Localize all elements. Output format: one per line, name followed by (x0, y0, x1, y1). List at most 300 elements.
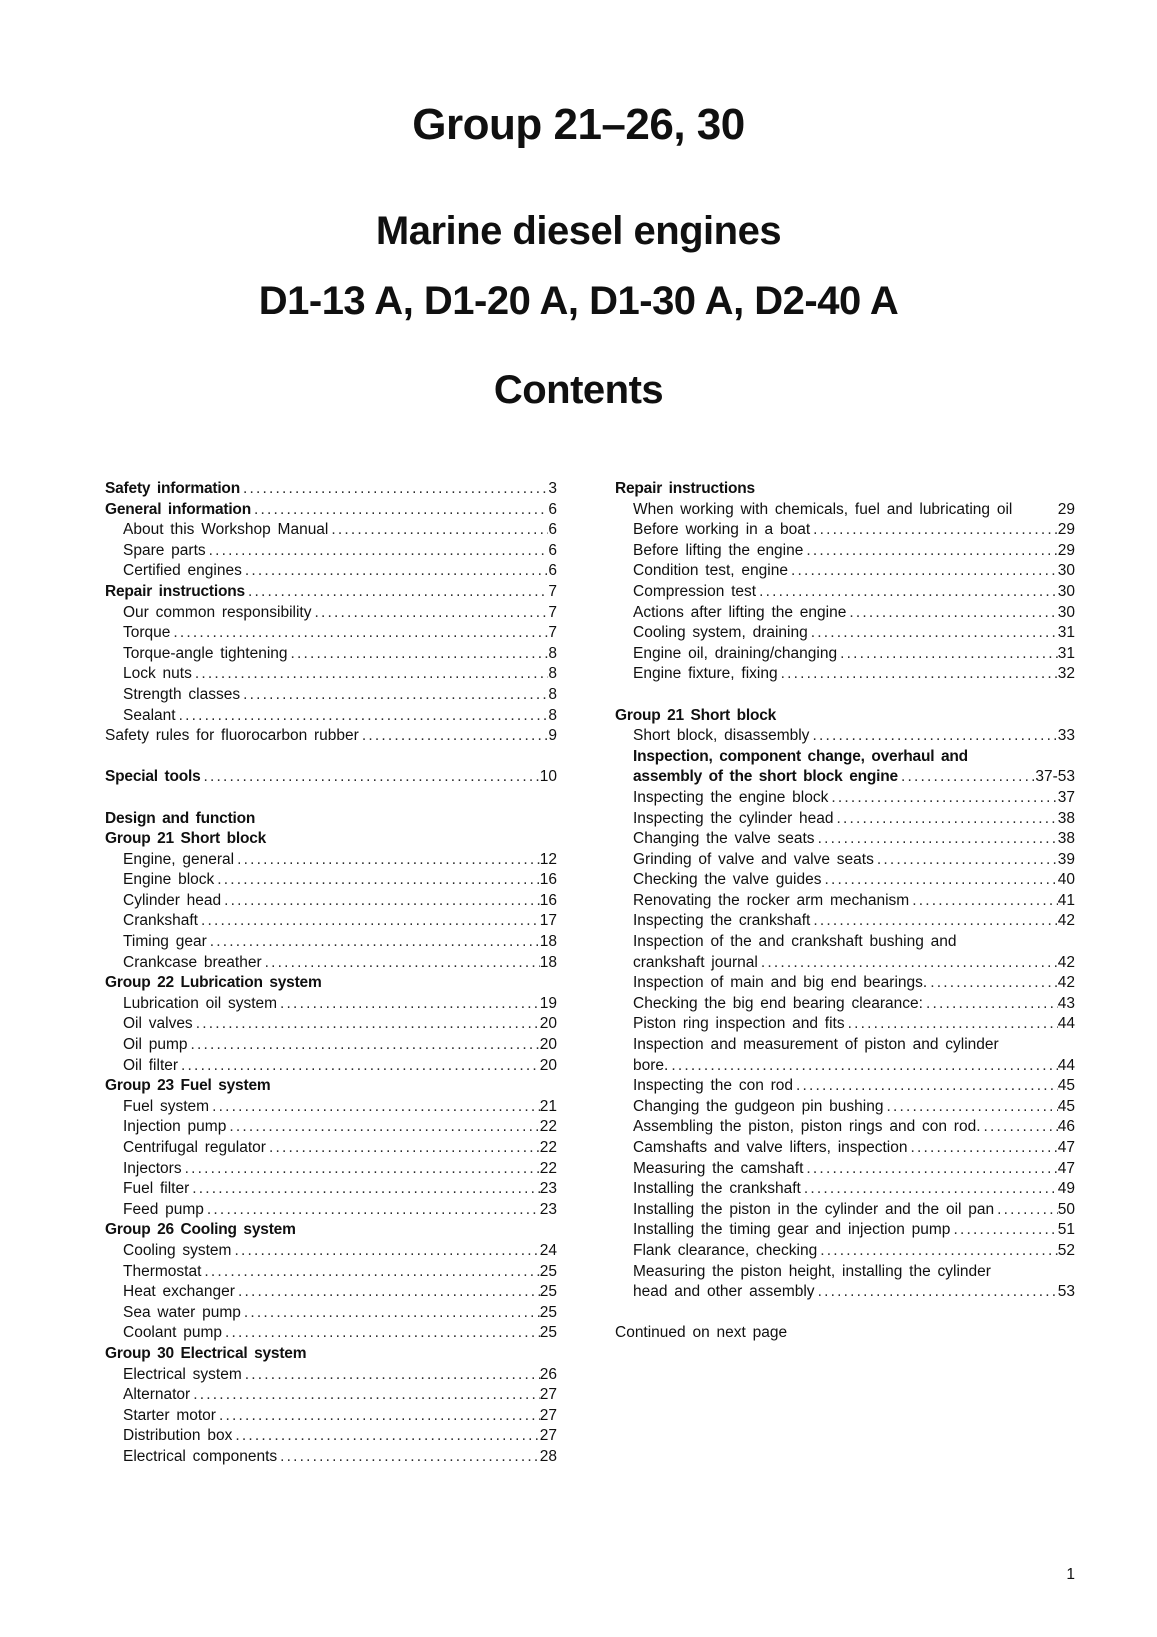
toc-entry-label: Sea water pump (123, 1303, 241, 1321)
toc-entry-label: Compression test (633, 582, 757, 600)
toc-section-heading (105, 829, 557, 850)
toc-entry-page: 28 (539, 1447, 557, 1465)
toc-entry-label: Changing the gudgeon pin bushing (633, 1097, 884, 1115)
toc-entry (615, 1117, 1075, 1138)
toc-entry-label: Measuring the camshaft (633, 1159, 804, 1177)
toc-entry-page: 8 (548, 706, 557, 724)
dot-leader (788, 561, 1058, 582)
toc-entry (615, 953, 1075, 974)
toc-entry (615, 500, 1075, 521)
toc-entry-page: 39 (1057, 850, 1075, 868)
toc-entry-page: 8 (548, 685, 557, 703)
toc-entry-page: 20 (539, 1036, 557, 1054)
toc-entry-label: Group 30 Electrical system (105, 1344, 307, 1362)
toc-entry-label: Assembling the piston, piston rings and con rod. (633, 1118, 981, 1136)
toc-entry-page: 25 (539, 1324, 557, 1342)
toc-entry-label: Grinding of valve and valve seats (633, 850, 874, 868)
toc-entry (105, 561, 557, 582)
toc-entry-page: 7 (548, 624, 557, 642)
toc-entry-page: 6 (548, 521, 557, 539)
toc-entry-page: 6 (548, 562, 557, 580)
toc-entry-label: Renovating the rocker arm mechanism (633, 891, 910, 909)
toc-entry-label: Repair instructions (105, 582, 245, 600)
dot-leader (221, 891, 540, 912)
dot-leader (803, 1159, 1057, 1180)
toc-entry-page: 23 (539, 1200, 557, 1218)
toc-section-heading (105, 1344, 557, 1365)
toc-entry (105, 1323, 557, 1344)
toc-entry-page: 22 (539, 1139, 557, 1156)
toc-entry (615, 1056, 1075, 1077)
toc-spacer (615, 685, 1075, 706)
toc-entry-page: 10 (539, 768, 557, 786)
toc-entry (105, 1365, 557, 1386)
toc-entry (615, 1323, 1075, 1344)
toc-spacer (105, 788, 557, 809)
toc-entry-page: 27 (539, 1386, 557, 1404)
toc-section-heading (105, 1076, 557, 1097)
dot-leader (898, 767, 1035, 788)
toc-entry-label: Changing the valve seats (633, 830, 815, 848)
toc-entry-page: 49 (1057, 1180, 1075, 1198)
toc-entry-page: 29 (1057, 541, 1075, 559)
dot-leader (251, 500, 548, 521)
toc-entry (615, 1241, 1075, 1262)
toc-entry-label: Our common responsibility (123, 603, 312, 621)
dot-leader (240, 479, 548, 500)
page-title: Group 21–26, 30 (412, 100, 745, 149)
toc-entry-page: 29 (1057, 500, 1075, 518)
dot-leader (266, 1138, 540, 1159)
toc-entry-label: Distribution box (123, 1427, 233, 1445)
toc-entry-page: 20 (539, 1015, 557, 1033)
toc-entry (105, 706, 557, 727)
toc-entry-label: Special tools (105, 768, 201, 786)
dot-leader (793, 1076, 1058, 1097)
toc-entry (615, 1097, 1075, 1118)
dot-leader (288, 644, 549, 665)
toc-column-left (105, 479, 557, 1468)
toc-entry (105, 1385, 557, 1406)
toc-section-heading (615, 747, 1075, 768)
toc-entry-page: 26 (539, 1365, 557, 1383)
toc-entry-label: Torque (123, 624, 171, 642)
toc-entry-page: 12 (539, 850, 557, 868)
toc-entry-label: Piston ring inspection and fits (633, 1015, 845, 1033)
toc-entry (615, 1076, 1075, 1097)
dot-leader (668, 1056, 1057, 1077)
toc-entry-label: Certified engines (123, 562, 242, 580)
toc-entry (615, 1014, 1075, 1035)
toc-entry-label: Measuring the piston height, installing the cylinder (633, 1262, 991, 1280)
dot-leader (201, 767, 540, 788)
toc-entry (105, 664, 557, 685)
dot-leader (810, 520, 1058, 541)
toc-entry-label: Electrical components (123, 1447, 278, 1465)
toc-section-heading (105, 809, 557, 830)
toc-entry-page: 9 (548, 727, 557, 745)
toc-entry (105, 1014, 557, 1035)
dot-leader (262, 953, 540, 974)
toc-entry-page: 30 (1057, 562, 1075, 580)
toc-entry-page: 44 (1057, 1015, 1075, 1033)
toc-entry (105, 1200, 557, 1221)
toc-entry-label: Torque-angle tightening (123, 644, 288, 662)
toc-entry (615, 726, 1075, 747)
toc-entry-page: 18 (539, 933, 557, 951)
toc-entry (615, 829, 1075, 850)
dot-leader (189, 1179, 540, 1200)
toc-entry-page: 31 (1057, 644, 1075, 662)
toc-entry-page: 42 (1057, 912, 1075, 930)
toc-entry (105, 500, 557, 521)
toc-entry-label: crankshaft journal (633, 953, 758, 971)
dot-leader (277, 994, 540, 1015)
toc-entry (105, 603, 557, 624)
toc-entry-page: 38 (1057, 809, 1075, 827)
toc-entry-label: Engine oil, draining/changing (633, 644, 838, 662)
toc-entry (615, 788, 1075, 809)
toc-entry-label: Group 26 Cooling system (105, 1221, 296, 1239)
dot-leader (241, 1303, 540, 1324)
dot-leader (193, 1014, 540, 1035)
dot-leader (176, 706, 549, 727)
toc-entry (105, 623, 557, 644)
dot-leader (758, 953, 1058, 974)
toc-entry-page: 42 (1057, 974, 1075, 992)
toc-entry-page: 16 (539, 891, 557, 909)
toc-entry (105, 644, 557, 665)
toc-entry (105, 582, 557, 603)
toc-entry-label: Engine fixture, fixing (633, 665, 778, 683)
toc-entry-label: Camshafts and valve lifters, inspection (633, 1139, 908, 1156)
toc-entry-label: Heat exchanger (123, 1283, 235, 1301)
toc-entry (615, 541, 1075, 562)
dot-leader (207, 932, 540, 953)
toc-entry-label: Checking the valve guides (633, 871, 822, 889)
toc-entry-label: Before lifting the engine (633, 541, 804, 559)
toc-entry (615, 1220, 1075, 1241)
toc-entry-label: Alternator (123, 1386, 191, 1404)
toc-entry (615, 1200, 1075, 1221)
toc-entry (105, 479, 557, 500)
toc-entry-page: 46 (1057, 1118, 1075, 1136)
dot-leader (222, 1323, 540, 1344)
toc-entry (105, 1447, 557, 1468)
toc-entry (615, 520, 1075, 541)
dot-leader (190, 1385, 540, 1406)
toc-section-heading (105, 1220, 557, 1241)
toc-entry (615, 809, 1075, 830)
dot-leader (359, 726, 549, 747)
toc-entry-label: Fuel system (123, 1097, 210, 1115)
toc-entry (615, 994, 1075, 1015)
toc-entry-page: 17 (539, 912, 557, 930)
toc-entry (615, 603, 1075, 624)
toc-entry-page: 23 (539, 1180, 557, 1198)
toc-entry-label: Condition test, engine (633, 562, 788, 580)
dot-leader (170, 623, 548, 644)
dot-leader (328, 520, 548, 541)
dot-leader (801, 1179, 1058, 1200)
toc-entry-label: Installing the piston in the cylinder and the oil pan (633, 1200, 995, 1218)
toc-entry-label: head and other assembly (633, 1283, 815, 1301)
toc-entry (105, 1117, 557, 1138)
toc-entry-label: Feed pump (123, 1200, 204, 1218)
toc-entry-label: Spare parts (123, 541, 206, 559)
toc-entry (105, 726, 557, 747)
toc-entry-page: 53 (1057, 1283, 1075, 1301)
dot-leader (235, 1282, 540, 1303)
dot-leader (245, 582, 548, 603)
dot-leader (311, 603, 548, 624)
dot-leader (231, 1241, 539, 1262)
dot-leader (188, 1035, 540, 1056)
toc-entry-page: 20 (539, 1056, 557, 1074)
dot-leader (874, 850, 1058, 871)
toc-entry (615, 767, 1075, 788)
toc-entry-label: bore. (633, 1056, 669, 1074)
toc-entry (105, 1179, 557, 1200)
toc-entry-page: 29 (1057, 521, 1075, 539)
dot-leader (845, 1014, 1058, 1035)
dot-leader (846, 603, 1057, 624)
toc-entry-page: 8 (548, 665, 557, 683)
toc-entry-label: Electrical system (123, 1365, 242, 1383)
toc-entry-label: Checking the big end bearing clearance: (633, 994, 923, 1012)
toc-entry-label: Starter motor (123, 1406, 216, 1424)
toc-entry-label: General information (105, 500, 251, 518)
toc-entry-label: Inspecting the crankshaft (633, 912, 811, 930)
toc-entry-label: Crankcase breather (123, 953, 262, 971)
dot-leader (837, 644, 1058, 665)
toc-entry-page: 47 (1057, 1159, 1075, 1177)
toc-entry-page: 3 (548, 480, 557, 497)
toc-entry (615, 850, 1075, 871)
toc-entry (615, 870, 1075, 891)
page-number: 1 (1066, 1566, 1075, 1583)
toc-entry-page: 7 (548, 603, 557, 621)
toc-entry-page: 6 (548, 500, 557, 518)
toc-entry (105, 1406, 557, 1427)
subtitle-product: Marine diesel engines (375, 209, 782, 253)
toc-entry (615, 1035, 1075, 1056)
toc-entry-label: Actions after lifting the engine (633, 603, 847, 621)
toc-entry-page: 31 (1057, 624, 1075, 642)
toc-entry-page: 21 (539, 1097, 557, 1115)
toc-entry-page: 33 (1057, 727, 1075, 745)
dot-leader (808, 623, 1058, 644)
dot-leader (214, 870, 539, 891)
dot-leader (994, 1200, 1058, 1221)
dot-leader (277, 1447, 540, 1468)
toc-entry (105, 767, 557, 788)
toc-entry (615, 891, 1075, 912)
toc-entry (615, 644, 1075, 665)
dot-leader (198, 911, 540, 932)
toc-entry-page: 45 (1057, 1097, 1075, 1115)
toc-entry (615, 1179, 1075, 1200)
dot-leader (815, 829, 1058, 850)
toc-entry-label: Oil valves (123, 1015, 193, 1033)
toc-entry (105, 541, 557, 562)
dot-leader (206, 541, 549, 562)
toc-entry-page: 50 (1057, 1200, 1075, 1218)
toc-entry-page: 16 (539, 871, 557, 889)
toc-entry (105, 870, 557, 891)
toc-entry-label: Group 21 Short block (615, 706, 777, 724)
toc-entry-page: 41 (1057, 891, 1075, 909)
toc-entry-label: Inspecting the con rod (633, 1077, 794, 1095)
dot-leader (192, 664, 549, 685)
toc-entry-label: Oil pump (123, 1036, 188, 1054)
toc-section-heading (615, 479, 1075, 500)
dot-leader (810, 911, 1057, 932)
toc-entry-label: Inspection of main and big end bearings. (633, 974, 928, 992)
toc-entry (105, 1241, 557, 1262)
toc-entry (615, 1262, 1075, 1283)
toc-entry (105, 1097, 557, 1118)
toc-entry-label: Installing the crankshaft (633, 1180, 801, 1198)
toc-entry (615, 973, 1075, 994)
dot-leader (834, 809, 1058, 830)
dot-leader (809, 726, 1057, 747)
toc-entry (105, 1159, 557, 1180)
toc-entry-label: Design and function (105, 809, 256, 827)
contents-heading: Contents (493, 368, 664, 412)
toc-entry-page: 30 (1057, 603, 1075, 621)
dot-leader (778, 664, 1058, 685)
toc-entry (105, 850, 557, 871)
toc-entry-label: When working with chemicals, fuel and lubricating oil (633, 500, 1013, 518)
toc-entry-label: Inspecting the cylinder head (633, 809, 834, 827)
toc-entry-page: 42 (1057, 953, 1075, 971)
dot-leader (240, 685, 548, 706)
toc-entry-label: Lock nuts (123, 665, 192, 683)
toc-entry (105, 932, 557, 953)
toc-entry-label: Short block, disassembly (633, 727, 810, 745)
dot-leader (815, 1282, 1058, 1303)
toc-entry-page: 27 (539, 1406, 557, 1424)
toc-entry-page: 18 (539, 953, 557, 971)
toc-entry-page: 27 (539, 1427, 557, 1445)
toc-entry (105, 1035, 557, 1056)
dot-leader (182, 1159, 540, 1180)
toc-entry-label: Coolant pump (123, 1324, 223, 1342)
toc-entry-page: 52 (1057, 1241, 1075, 1259)
toc-entry (105, 891, 557, 912)
toc-entry-page: 25 (539, 1303, 557, 1321)
toc-entry (615, 1282, 1075, 1303)
dot-leader (242, 1365, 540, 1386)
toc-entry-label: Cooling system (123, 1241, 232, 1259)
toc-entry-label: Cylinder head (123, 891, 222, 909)
toc-entry-label: Installing the timing gear and injection pump (633, 1221, 951, 1239)
toc-entry-label: Centrifugal regulator (123, 1139, 266, 1156)
toc-entry-label: Crankshaft (123, 912, 198, 930)
dot-leader (178, 1056, 540, 1077)
toc-entry (105, 1056, 557, 1077)
toc-entry-label: Flank clearance, checking (633, 1241, 818, 1259)
dot-leader (209, 1097, 540, 1118)
toc-entry-label: assembly of the short block engine (633, 768, 898, 786)
toc-entry (615, 623, 1075, 644)
toc-entry-label: Lubrication oil system (123, 994, 278, 1012)
toc-entry-page: 25 (539, 1262, 557, 1280)
dot-leader (909, 891, 1058, 912)
dot-leader (204, 1200, 540, 1221)
dot-leader (803, 541, 1057, 562)
toc-entry-page: 30 (1057, 582, 1075, 600)
dot-leader (883, 1097, 1057, 1118)
toc-entry (615, 911, 1075, 932)
toc-entry-page: 37-53 (1035, 768, 1075, 786)
toc-entry-page: 22 (539, 1159, 557, 1177)
toc-entry-page: 43 (1057, 994, 1075, 1012)
dot-leader (828, 788, 1057, 809)
dot-leader (950, 1220, 1057, 1241)
toc-entry-page: 51 (1057, 1221, 1075, 1239)
toc-entry (105, 685, 557, 706)
toc-entry-label: Injectors (123, 1159, 182, 1177)
toc-entry (105, 1138, 557, 1159)
subtitle-models: D1-13 A, D1-20 A, D1-30 A, D2-40 A (258, 279, 899, 323)
dot-leader (201, 1262, 539, 1283)
toc-entry (615, 932, 1075, 953)
toc-entry-page: 44 (1057, 1056, 1075, 1074)
toc-entry-label: Before working in a boat (633, 521, 811, 539)
toc-entry-label: Inspection of the and crankshaft bushing and (633, 933, 957, 951)
dot-leader (817, 1241, 1058, 1262)
toc-entry-label: Engine block (123, 871, 215, 889)
toc-entry-page: 7 (548, 582, 557, 600)
toc-entry-label: Safety information (105, 480, 240, 497)
toc-entry-label: Injection pump (123, 1118, 227, 1136)
toc-entry-label: Repair instructions (615, 480, 755, 497)
dot-leader (226, 1117, 539, 1138)
toc-entry-page: 45 (1057, 1077, 1075, 1095)
toc-entry-label: Oil filter (123, 1056, 179, 1074)
dot-leader (821, 870, 1057, 891)
toc-entry-page: 22 (539, 1118, 557, 1136)
dot-leader (232, 1426, 539, 1447)
toc-entry-label: Inspection, component change, overhaul and (633, 747, 968, 765)
toc-entry (105, 1426, 557, 1447)
toc-entry-label: Safety rules for fluorocarbon rubber (105, 727, 359, 745)
toc-entry-label: Fuel filter (123, 1180, 190, 1198)
dot-leader (907, 1138, 1057, 1159)
toc-entry (105, 1262, 557, 1283)
toc-entry-page: 40 (1057, 871, 1075, 889)
toc-entry-label: Cooling system, draining (633, 624, 808, 642)
toc-entry-page: 38 (1057, 830, 1075, 848)
toc-entry (105, 953, 557, 974)
dot-leader (216, 1406, 540, 1427)
toc-entry (615, 582, 1075, 603)
toc-entry-page: 8 (548, 644, 557, 662)
toc-entry-label: Strength classes (123, 685, 241, 703)
toc-entry-label: Inspection and measurement of piston and cylinder (633, 1036, 999, 1054)
toc-entry (105, 520, 557, 541)
toc-entry-label: Engine, general (123, 850, 235, 868)
toc-entry-label: Group 23 Fuel system (105, 1077, 271, 1095)
dot-leader (923, 994, 1058, 1015)
toc-entry-label: Group 22 Lubrication system (105, 974, 322, 992)
dot-leader (981, 1117, 1058, 1138)
toc-entry (615, 664, 1075, 685)
toc-entry-page: 19 (539, 994, 557, 1012)
toc-entry-page: 24 (539, 1241, 557, 1259)
